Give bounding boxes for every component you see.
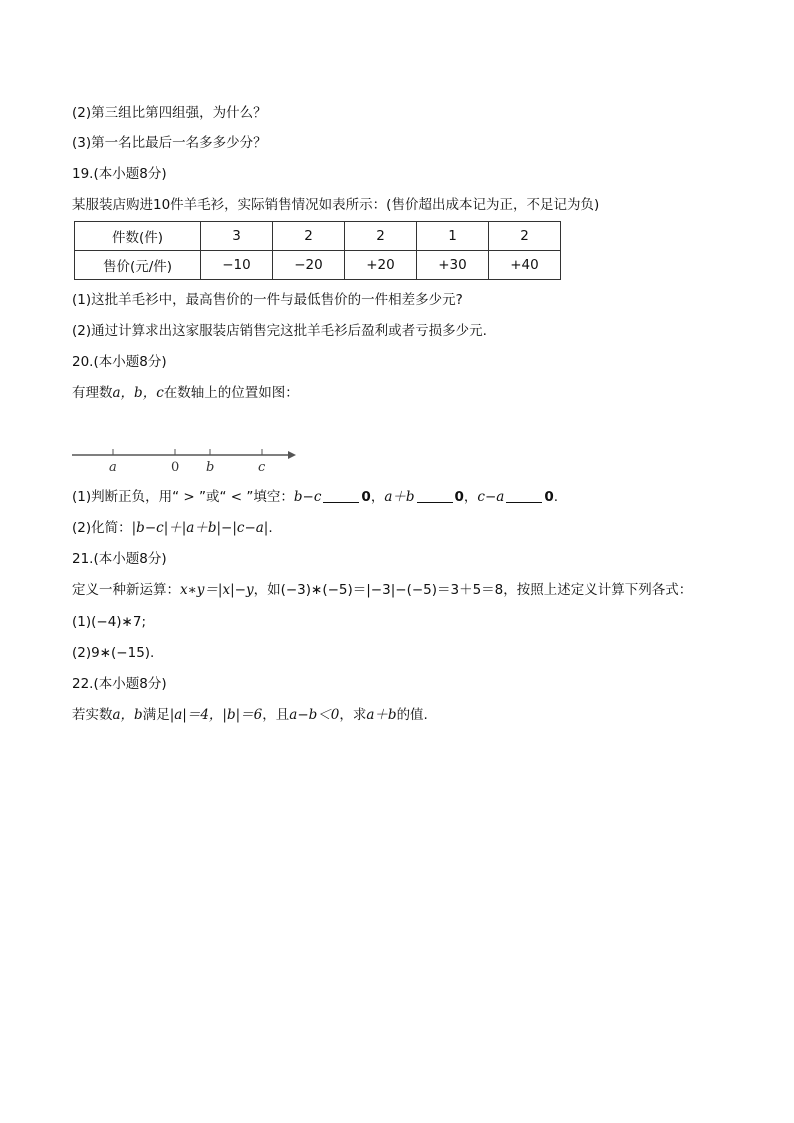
table-cell: +20 [345,251,417,280]
separator: ， [463,489,478,505]
table-row-label: 售价(元/件) [75,251,201,280]
q19-part2: (2)通过计算求出这家服装店销售完这批羊毛衫后盈利或者亏损多少元. [72,323,487,339]
q22-condition: a−b＜0 [289,707,340,723]
table-row [75,251,561,280]
q19-part1: (1)这批羊毛衫中，最高售价的一件与最低售价的一件相差多少元? [72,292,463,308]
number-line-label-0: 0 [171,460,180,475]
answer-blank[interactable] [506,488,542,503]
table-cell: +40 [489,251,561,280]
table-cell: +30 [417,251,489,280]
q22-sum: a＋b [366,707,397,723]
sales-table [74,221,561,280]
zero-text: 0 [544,489,554,505]
q22-mid2: ，且 [262,707,290,723]
period: . [553,489,559,505]
q20-part1-pre: (1)判断正负，用“ > ”或“ < ”填空： [72,489,294,505]
q20-part2 [72,518,273,538]
zero-text: 0 [361,489,371,505]
q20-intro-post: 在数轴上的位置如图： [163,385,299,401]
q22-abs-values: |a|＝4，|b|＝6 [169,707,263,723]
number-line-label-b: b [206,460,215,475]
q21-def-post: ，如(−3)∗(−5)＝|−3|−(−5)＝3＋5＝8，按照上述定义计算下列各式： [253,582,693,598]
q22-header: 22.(本小题8分) [72,676,167,692]
q22-mid3: ，求 [339,707,367,723]
zero-text: 0 [454,489,464,505]
table-cell: 2 [273,222,345,251]
table-cell: −20 [273,251,345,280]
number-line-arrow-icon [288,451,296,459]
q21-definition [72,580,692,600]
number-line-label-c: c [258,460,266,475]
table-cell: 1 [417,222,489,251]
q20-intro-vars: a，b，c [112,385,164,401]
q22-vars: a，b [112,707,143,723]
q22-end: 的值. [396,707,428,723]
table-cell: 2 [489,222,561,251]
table-row [75,222,561,251]
q22-text [72,705,428,725]
q21-def-expr: x∗y＝|x|−y [180,582,254,598]
number-line-label-a: a [109,460,117,475]
q18-part2: (2)第三组比第四组强，为什么？ [72,105,267,121]
q20-intro-pre: 有理数 [72,385,113,401]
answer-blank[interactable] [417,488,453,503]
q20-part1 [72,487,558,507]
q20-header: 20.(本小题8分) [72,354,167,370]
q20-part2-pre: (2)化简： [72,520,132,536]
q20-intro [72,383,299,403]
q19-intro: 某服装店购进10件羊毛衫，实际销售情况如表所示：(售价超出成本记为正，不足记为负) [72,197,600,213]
q20-part2-expr: |b−c|＋|a＋b|−|c−a| [131,520,269,536]
q21-def-pre: 定义一种新运算： [72,582,180,598]
table-row-label: 件数(件) [75,222,201,251]
q20-part1-expr-3: c−a [477,489,505,505]
q19-header: 19.(本小题8分) [72,166,167,182]
number-line [70,440,310,476]
table-cell: −10 [201,251,273,280]
period: . [268,520,273,536]
q20-part1-expr-1: b−c [293,489,322,505]
answer-blank[interactable] [323,488,359,503]
table-cell: 2 [345,222,417,251]
q20-part1-expr-2: a＋b [384,489,415,505]
q22-mid1: 满足 [142,707,170,723]
q21-part2: (2)9∗(−15). [72,645,155,661]
q18-part3: (3)第一名比最后一名多多少分？ [72,135,267,151]
q21-part1: (1)(−4)∗7; [72,614,147,630]
q22-text-pre: 若实数 [72,707,113,723]
separator: ， [370,489,385,505]
table-cell: 3 [201,222,273,251]
q21-header: 21.(本小题8分) [72,551,167,567]
